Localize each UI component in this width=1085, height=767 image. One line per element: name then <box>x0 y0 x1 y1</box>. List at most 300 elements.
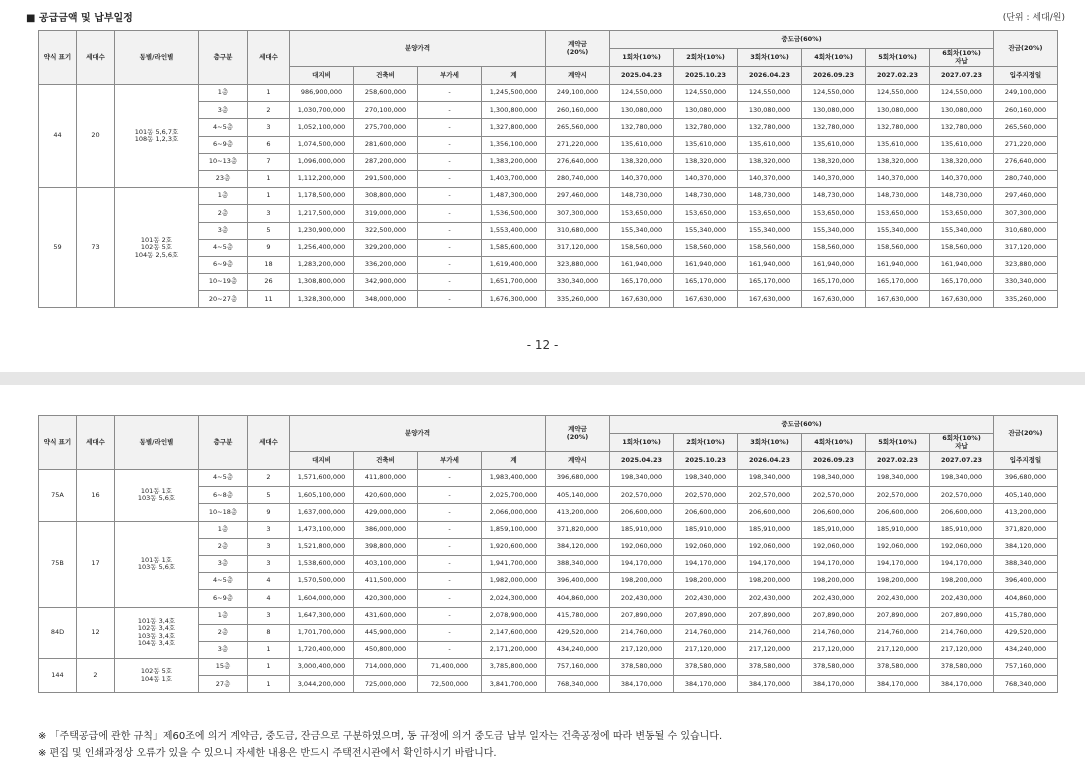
table-cell: 202,570,000 <box>610 487 674 504</box>
households-cell: 17 <box>77 521 115 607</box>
table-cell: 1,604,000,000 <box>290 590 354 607</box>
table-cell: 158,560,000 <box>610 239 674 256</box>
table-cell: - <box>418 170 482 187</box>
table-cell: 26 <box>248 274 290 291</box>
table-cell: 249,100,000 <box>994 85 1058 102</box>
col-header-installment-2: 2회차(10%) <box>674 49 738 67</box>
table-cell: - <box>418 222 482 239</box>
col-header-date-6: 2027.07.23 <box>930 452 994 470</box>
type-cell: 75B <box>39 521 77 607</box>
table-cell: 3 <box>248 521 290 538</box>
table-cell: 308,800,000 <box>354 188 418 205</box>
table-cell: - <box>418 188 482 205</box>
section-title: ■ 공급금액 및 납부일정 <box>26 13 133 24</box>
table-cell: 161,940,000 <box>610 256 674 273</box>
table-cell: 71,400,000 <box>418 659 482 676</box>
table-cell: 403,100,000 <box>354 555 418 572</box>
table-cell: 158,560,000 <box>866 239 930 256</box>
table-cell: 202,570,000 <box>866 487 930 504</box>
table-cell: - <box>418 555 482 572</box>
table-cell: 317,120,000 <box>546 239 610 256</box>
dong-line-cell: 101동 3,4호 102동 3,4호 103동 3,4호 104동 3,4호 <box>115 607 199 659</box>
table-cell: 161,940,000 <box>802 256 866 273</box>
table-cell: 167,630,000 <box>802 291 866 308</box>
table-cell: 194,170,000 <box>738 555 802 572</box>
table-cell: 161,940,000 <box>674 256 738 273</box>
table-cell: 148,730,000 <box>930 188 994 205</box>
notes <box>38 728 722 762</box>
table-cell: 207,890,000 <box>738 607 802 624</box>
table-cell: 429,000,000 <box>354 504 418 521</box>
col-header-contract-when: 계약시 <box>546 67 610 85</box>
table-cell: - <box>418 239 482 256</box>
table-cell: 1,619,400,000 <box>482 256 546 273</box>
col-header-land: 대지비 <box>290 452 354 470</box>
table-cell: 384,170,000 <box>674 676 738 693</box>
table-cell: 429,520,000 <box>546 624 610 641</box>
col-header-balance-when: 입주지정일 <box>994 452 1058 470</box>
type-cell: 44 <box>39 85 77 188</box>
table-cell: 445,900,000 <box>354 624 418 641</box>
table-cell: 140,370,000 <box>738 170 802 187</box>
table-cell: 398,800,000 <box>354 538 418 555</box>
table-row <box>39 659 1085 676</box>
table-cell: 1,941,700,000 <box>482 555 546 572</box>
table-cell: 1,651,700,000 <box>482 274 546 291</box>
table-cell: 165,170,000 <box>866 274 930 291</box>
table-cell: 214,760,000 <box>930 624 994 641</box>
table-cell: 217,120,000 <box>674 641 738 658</box>
table-cell: 1,701,700,000 <box>290 624 354 641</box>
table-cell: 130,080,000 <box>738 102 802 119</box>
supply-price-table-1 <box>38 30 1085 308</box>
table-cell: - <box>418 641 482 658</box>
table-cell: 378,580,000 <box>930 659 994 676</box>
table-cell: 378,580,000 <box>674 659 738 676</box>
table-cell: 202,570,000 <box>738 487 802 504</box>
table-cell: 1,570,500,000 <box>290 573 354 590</box>
page-13 <box>0 385 1085 767</box>
table-cell: 10~18층 <box>199 504 248 521</box>
table-cell: 1,605,100,000 <box>290 487 354 504</box>
table-cell: 202,430,000 <box>930 590 994 607</box>
table-cell: 194,170,000 <box>610 555 674 572</box>
table-cell: 725,000,000 <box>354 676 418 693</box>
table-cell: 72,500,000 <box>418 676 482 693</box>
table-cell: 185,910,000 <box>930 521 994 538</box>
table-cell: - <box>418 487 482 504</box>
table-cell: 404,860,000 <box>546 590 610 607</box>
col-header-date-5: 2027.02.23 <box>866 452 930 470</box>
table-cell: 153,650,000 <box>610 205 674 222</box>
col-header-installment-3: 3회차(10%) <box>738 434 802 452</box>
table-cell: 1,230,900,000 <box>290 222 354 239</box>
table-cell: 185,910,000 <box>738 521 802 538</box>
table-cell: 310,680,000 <box>994 222 1058 239</box>
table-cell: 207,890,000 <box>866 607 930 624</box>
table-cell: 1,096,000,000 <box>290 153 354 170</box>
table-cell: 130,080,000 <box>802 102 866 119</box>
table-cell: 207,890,000 <box>674 607 738 624</box>
table-cell: 155,340,000 <box>674 222 738 239</box>
col-header-building: 건축비 <box>354 452 418 470</box>
table-cell: 260,160,000 <box>994 102 1058 119</box>
note-2: ※ 편집 및 인쇄과정상 오류가 있을 수 있으니 자세한 내용은 반드시 주택전시관에서 확인하시기 바랍니다. <box>38 748 497 759</box>
table-cell: 198,340,000 <box>930 470 994 487</box>
table-cell: 275,700,000 <box>354 119 418 136</box>
table-cell: 329,200,000 <box>354 239 418 256</box>
table-cell: 6~9층 <box>199 256 248 273</box>
table-cell: - <box>418 521 482 538</box>
table-cell: 202,430,000 <box>674 590 738 607</box>
col-header-contract-when: 계약시 <box>546 452 610 470</box>
table-cell: 135,610,000 <box>802 136 866 153</box>
table-cell: 1,300,800,000 <box>482 102 546 119</box>
table-cell: 1,647,300,000 <box>290 607 354 624</box>
table-cell: 4~5층 <box>199 470 248 487</box>
table-cell: 1,538,600,000 <box>290 555 354 572</box>
col-header-floor: 층구분 <box>199 31 248 85</box>
table-cell: 2 <box>248 102 290 119</box>
col-header-balance-when: 입주지정일 <box>994 67 1058 85</box>
table-cell: 1,920,600,000 <box>482 538 546 555</box>
table-cell: 2층 <box>199 624 248 641</box>
table-cell: 3 <box>248 555 290 572</box>
table-cell: 165,170,000 <box>610 274 674 291</box>
table-cell: 1,030,700,000 <box>290 102 354 119</box>
table-cell: 198,200,000 <box>802 573 866 590</box>
table-cell: 265,560,000 <box>546 119 610 136</box>
table-cell: 757,160,000 <box>994 659 1058 676</box>
dong-line-cell: 102동 5호 104동 1호 <box>115 659 199 693</box>
table-cell: 6~8층 <box>199 487 248 504</box>
table-cell: 148,730,000 <box>674 188 738 205</box>
table-cell: 132,780,000 <box>866 119 930 136</box>
table-cell: 9 <box>248 239 290 256</box>
table-cell: 138,320,000 <box>738 153 802 170</box>
table-cell: 198,340,000 <box>610 470 674 487</box>
col-header-middle-payment: 중도금(60%) <box>610 416 994 434</box>
table-cell: 714,000,000 <box>354 659 418 676</box>
col-header-installment-6: 6회차(10%) 자납 <box>930 434 994 452</box>
table-cell: - <box>418 590 482 607</box>
table-cell: 167,630,000 <box>738 291 802 308</box>
table-cell: 411,500,000 <box>354 573 418 590</box>
table-cell: 198,340,000 <box>674 470 738 487</box>
table-cell: 768,340,000 <box>546 676 610 693</box>
table-cell: 1,676,300,000 <box>482 291 546 308</box>
table-cell: 194,170,000 <box>674 555 738 572</box>
table-cell: 192,060,000 <box>802 538 866 555</box>
table-row <box>39 85 1085 102</box>
table-cell: 202,570,000 <box>674 487 738 504</box>
table-cell: 207,890,000 <box>610 607 674 624</box>
col-header-total: 계 <box>482 67 546 85</box>
table-cell: 3층 <box>199 102 248 119</box>
table-cell: 206,600,000 <box>610 504 674 521</box>
table-cell: 1,052,100,000 <box>290 119 354 136</box>
table-cell: 140,370,000 <box>802 170 866 187</box>
table-cell: 202,430,000 <box>738 590 802 607</box>
table-cell: 378,580,000 <box>866 659 930 676</box>
table-cell: 1 <box>248 170 290 187</box>
table-cell: 1,637,000,000 <box>290 504 354 521</box>
table-cell: 3 <box>248 607 290 624</box>
col-header-date-2: 2025.10.23 <box>674 67 738 85</box>
table-cell: 202,430,000 <box>866 590 930 607</box>
table-cell: 153,650,000 <box>866 205 930 222</box>
table-cell: 415,780,000 <box>546 607 610 624</box>
table-cell: 124,550,000 <box>866 85 930 102</box>
col-header-dong-line: 동별/라인별 <box>115 416 199 470</box>
table-cell: 185,910,000 <box>802 521 866 538</box>
table-cell: 155,340,000 <box>738 222 802 239</box>
col-header-installment-3: 3회차(10%) <box>738 49 802 67</box>
table-cell: - <box>418 470 482 487</box>
table-cell: 384,170,000 <box>802 676 866 693</box>
table-cell: 217,120,000 <box>802 641 866 658</box>
table-cell: 124,550,000 <box>802 85 866 102</box>
table-cell: 3,841,700,000 <box>482 676 546 693</box>
table-cell: 206,600,000 <box>930 504 994 521</box>
table-cell: 413,200,000 <box>546 504 610 521</box>
table-cell: 198,340,000 <box>802 470 866 487</box>
table-cell: 4 <box>248 590 290 607</box>
col-header-vat: 부가세 <box>418 452 482 470</box>
table-cell: - <box>418 538 482 555</box>
table-cell: 335,260,000 <box>546 291 610 308</box>
table-cell: 297,460,000 <box>994 188 1058 205</box>
table-cell: 249,100,000 <box>546 85 610 102</box>
table-cell: 153,650,000 <box>674 205 738 222</box>
type-cell: 75A <box>39 470 77 522</box>
table-cell: 307,300,000 <box>994 205 1058 222</box>
table-cell: 6 <box>248 136 290 153</box>
table-cell: 1,217,500,000 <box>290 205 354 222</box>
table-cell: 3,000,400,000 <box>290 659 354 676</box>
table-cell: 1,720,400,000 <box>290 641 354 658</box>
table-cell: 336,200,000 <box>354 256 418 273</box>
table-cell: 2,078,900,000 <box>482 607 546 624</box>
unit-label: (단위 : 세대/원) <box>1002 13 1065 23</box>
table-cell: 202,570,000 <box>802 487 866 504</box>
table-cell: 140,370,000 <box>674 170 738 187</box>
table-cell: 1,383,200,000 <box>482 153 546 170</box>
col-header-price: 분양가격 <box>290 31 546 67</box>
table-cell: 280,740,000 <box>546 170 610 187</box>
table-cell: 1층 <box>199 607 248 624</box>
table-cell: 217,120,000 <box>610 641 674 658</box>
col-header-middle-payment: 중도금(60%) <box>610 31 994 49</box>
table-cell: 1,571,600,000 <box>290 470 354 487</box>
table-cell: 198,200,000 <box>866 573 930 590</box>
table-cell: 371,820,000 <box>546 521 610 538</box>
table-cell: 260,160,000 <box>546 102 610 119</box>
table-cell: 1 <box>248 676 290 693</box>
table-cell: 1 <box>248 659 290 676</box>
table-cell: 307,300,000 <box>546 205 610 222</box>
table-cell: 158,560,000 <box>802 239 866 256</box>
table-cell: 165,170,000 <box>738 274 802 291</box>
table-cell: 405,140,000 <box>546 487 610 504</box>
table-cell: 271,220,000 <box>994 136 1058 153</box>
table-cell: - <box>418 119 482 136</box>
table-cell: 1,112,200,000 <box>290 170 354 187</box>
table-cell: 6~9층 <box>199 590 248 607</box>
table-cell: 194,170,000 <box>802 555 866 572</box>
table-cell: 161,940,000 <box>930 256 994 273</box>
table-cell: 1,245,500,000 <box>482 85 546 102</box>
table-cell: 384,170,000 <box>930 676 994 693</box>
table-cell: 415,780,000 <box>994 607 1058 624</box>
col-header-total: 계 <box>482 452 546 470</box>
col-header-price: 분양가격 <box>290 416 546 452</box>
table-cell: 281,600,000 <box>354 136 418 153</box>
table-cell: - <box>418 274 482 291</box>
table-cell: - <box>418 291 482 308</box>
col-header-contract: 계약금 (20%) <box>546 31 610 67</box>
table-cell: 148,730,000 <box>610 188 674 205</box>
table-cell: 140,370,000 <box>610 170 674 187</box>
note-1: ※ 「주택공급에 관한 규칙」제60조에 의거 계약금, 중도금, 잔금으로 구분하였으며, 동 규정에 의거 중도금 납부 일자는 건축공정에 따라 변동될 수 있습니다. <box>38 731 723 742</box>
table-cell: 1,521,800,000 <box>290 538 354 555</box>
households-cell: 16 <box>77 470 115 522</box>
table-cell: 1 <box>248 188 290 205</box>
table-cell: 214,760,000 <box>866 624 930 641</box>
table-cell: 198,200,000 <box>738 573 802 590</box>
table-cell: 135,610,000 <box>674 136 738 153</box>
table-cell: 3,044,200,000 <box>290 676 354 693</box>
table-cell: 1,487,300,000 <box>482 188 546 205</box>
table-cell: 1,178,500,000 <box>290 188 354 205</box>
table-cell: 192,060,000 <box>738 538 802 555</box>
table-cell: 214,760,000 <box>802 624 866 641</box>
table-cell: 138,320,000 <box>610 153 674 170</box>
table-cell: 135,610,000 <box>866 136 930 153</box>
table-cell: - <box>418 256 482 273</box>
table-cell: 270,100,000 <box>354 102 418 119</box>
type-cell: 144 <box>39 659 77 693</box>
table-row <box>39 470 1085 487</box>
table-cell: 378,580,000 <box>610 659 674 676</box>
table-cell: 1,585,600,000 <box>482 239 546 256</box>
table-cell: 132,780,000 <box>674 119 738 136</box>
table-cell: 202,430,000 <box>802 590 866 607</box>
type-cell: 84D <box>39 607 77 659</box>
col-header-land: 대지비 <box>290 67 354 85</box>
col-header-dong-line: 동별/라인별 <box>115 31 199 85</box>
table-cell: 192,060,000 <box>674 538 738 555</box>
table-cell: - <box>418 136 482 153</box>
table-cell: 130,080,000 <box>930 102 994 119</box>
table-cell: 384,120,000 <box>994 538 1058 555</box>
table-cell: 207,890,000 <box>930 607 994 624</box>
table-cell: 3 <box>248 205 290 222</box>
col-header-date-1: 2025.04.23 <box>610 452 674 470</box>
table-cell: 396,400,000 <box>546 573 610 590</box>
supply-price-table-2 <box>38 415 1085 693</box>
col-header-date-4: 2026.09.23 <box>802 452 866 470</box>
table-cell: - <box>418 607 482 624</box>
table-cell: 10~13층 <box>199 153 248 170</box>
table-cell: 757,160,000 <box>546 659 610 676</box>
table-row <box>39 188 1085 205</box>
table-cell: 2,171,200,000 <box>482 641 546 658</box>
table-cell: 1,982,000,000 <box>482 573 546 590</box>
table-cell: - <box>418 624 482 641</box>
table-cell: 167,630,000 <box>674 291 738 308</box>
table-cell: 27층 <box>199 676 248 693</box>
table-cell: 1,403,700,000 <box>482 170 546 187</box>
table-cell: 124,550,000 <box>930 85 994 102</box>
table-cell: 434,240,000 <box>994 641 1058 658</box>
table-cell: 1,473,100,000 <box>290 521 354 538</box>
table-cell: 198,340,000 <box>738 470 802 487</box>
table-cell: 132,780,000 <box>930 119 994 136</box>
table-cell: 138,320,000 <box>674 153 738 170</box>
table-cell: 185,910,000 <box>610 521 674 538</box>
table-cell: 384,170,000 <box>738 676 802 693</box>
table-cell: 404,860,000 <box>994 590 1058 607</box>
col-header-floor: 층구분 <box>199 416 248 470</box>
col-header-installment-4: 4회차(10%) <box>802 434 866 452</box>
col-header-installment-5: 5회차(10%) <box>866 434 930 452</box>
table-cell: 420,600,000 <box>354 487 418 504</box>
table-cell: 6~9층 <box>199 136 248 153</box>
table-cell: 148,730,000 <box>802 188 866 205</box>
table-cell: 3층 <box>199 641 248 658</box>
dong-line-cell: 101동 1호 103동 5,6호 <box>115 521 199 607</box>
table-cell: 155,340,000 <box>930 222 994 239</box>
table-cell: 153,650,000 <box>802 205 866 222</box>
table-row <box>39 521 1085 538</box>
table-cell: 384,170,000 <box>610 676 674 693</box>
table-cell: 386,000,000 <box>354 521 418 538</box>
table-cell: 202,570,000 <box>930 487 994 504</box>
table-cell: 161,940,000 <box>738 256 802 273</box>
table-cell: 130,080,000 <box>610 102 674 119</box>
table-cell: 15층 <box>199 659 248 676</box>
table-cell: 1,536,500,000 <box>482 205 546 222</box>
table-cell: 1층 <box>199 521 248 538</box>
table-cell: 18 <box>248 256 290 273</box>
col-header-units: 세대수 <box>248 31 290 85</box>
table-cell: 1 <box>248 85 290 102</box>
table-cell: 5 <box>248 487 290 504</box>
table-cell: 23층 <box>199 170 248 187</box>
table-cell: 2,147,600,000 <box>482 624 546 641</box>
table-cell: 4~5층 <box>199 119 248 136</box>
table-cell: - <box>418 205 482 222</box>
table-cell: 214,760,000 <box>610 624 674 641</box>
table-cell: 138,320,000 <box>866 153 930 170</box>
col-header-type: 약식 표기 <box>39 416 77 470</box>
table-cell: 124,550,000 <box>610 85 674 102</box>
table-cell: 986,900,000 <box>290 85 354 102</box>
table-cell: 3층 <box>199 555 248 572</box>
households-cell: 73 <box>77 188 115 308</box>
table-cell: 192,060,000 <box>930 538 994 555</box>
table-cell: 768,340,000 <box>994 676 1058 693</box>
table-cell: 396,680,000 <box>994 470 1058 487</box>
table-cell: 7 <box>248 153 290 170</box>
table-cell: 271,220,000 <box>546 136 610 153</box>
table-cell: 3층 <box>199 222 248 239</box>
table-cell: 384,120,000 <box>546 538 610 555</box>
col-header-balance: 잔금(20%) <box>994 31 1058 67</box>
table-cell: 140,370,000 <box>866 170 930 187</box>
table-cell: 206,600,000 <box>738 504 802 521</box>
